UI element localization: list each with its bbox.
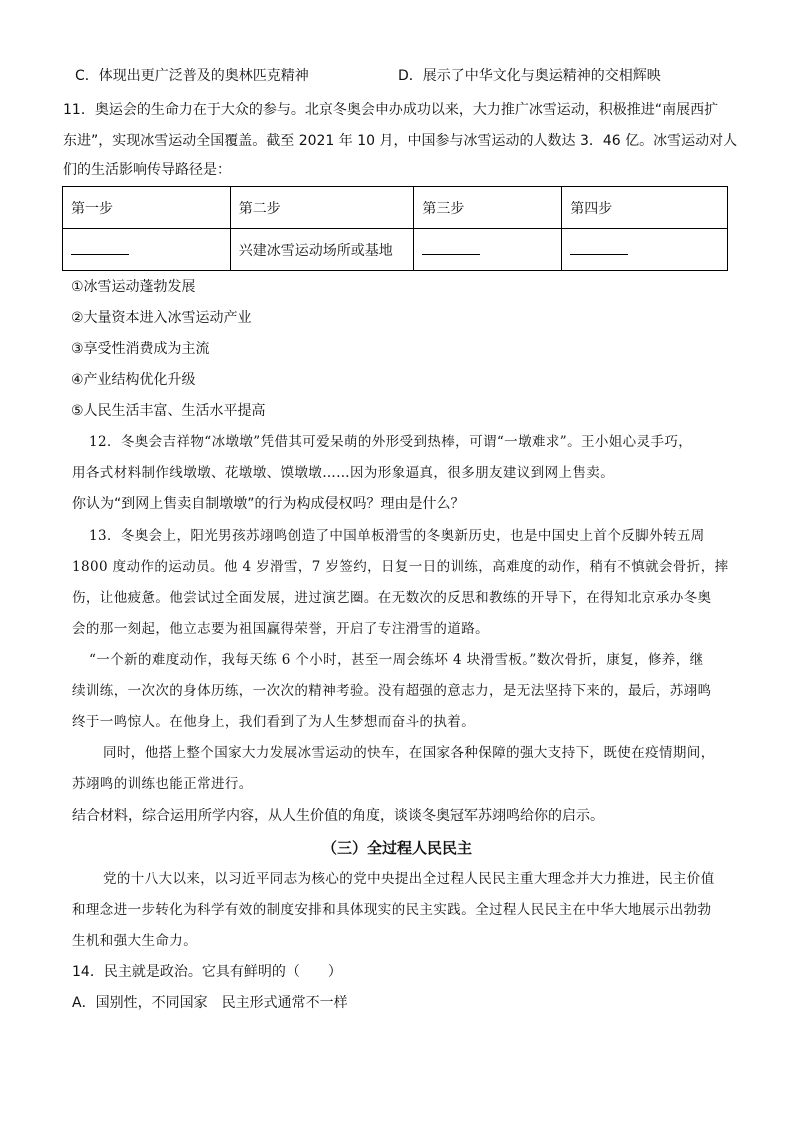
q13-para1-line-3: 伤，让他疲惫。他尝试过全面发展，进过演艺圈。在无数次的反思和教练的开导下，在得知北京承办冬奥	[72, 590, 712, 606]
q12-material-2: 用各式材料制作线墩墩、花墩墩、馍墩墩……因为形象逼真，很多朋友建议到网上售卖。	[72, 465, 615, 481]
q11-option-4: ④产业结构优化升级	[71, 372, 196, 388]
q11-line-1: 11．奥运会的生命力在于大众的参与。北京冬奥会申办成功以来，大力推广冰雪运动，积极推进“南展西扩	[63, 102, 719, 118]
q13-question: 结合材料，综合运用所学内容，从人生价值的角度，谈谈冬奥冠军苏翊鸣给你的启示。	[72, 808, 604, 824]
answer-blank-cell[interactable]	[414, 229, 562, 271]
table-header-row	[63, 187, 728, 229]
answer-blank-cell[interactable]	[63, 229, 231, 271]
q11-line-3: 们的生活影响传导路径是：	[63, 162, 231, 178]
section-title: （三）全过程人民民主	[321, 839, 472, 857]
option-d: D．展示了中华文化与奥运精神的交相辉映	[398, 68, 661, 84]
q13-para3-line-1: 同时，他搭上整个国家大力发展冰雪运动的快车，在国家各种保障的强大支持下，既使在疫情期间，	[103, 745, 715, 761]
q11-option-5: ⑤人民生活丰富、生活水平提高	[71, 403, 266, 419]
table-header-cell: 第二步	[230, 187, 414, 229]
section-intro-3: 生机和强大生命力。	[72, 933, 198, 949]
q11-option-2: ②大量资本进入冰雪运动产业	[71, 310, 252, 326]
section-intro-2: 和理念进一步转化为科学有效的制度安排和具体现实的民主实践。全过程人民民主在中华大地展示出勃勃	[72, 902, 712, 918]
q11-option-1: ①冰雪运动蓬勃发展	[71, 279, 196, 295]
q12-question: 你认为“到网上售卖自制墩墩”的行为构成侵权吗？理由是什么？	[72, 496, 465, 512]
table-row	[63, 229, 728, 271]
section-intro-1: 党的十八大以来，以习近平同志为核心的党中央提出全过程人民民主重大理念并大力推进，民主价值	[103, 871, 715, 887]
q14-stem: 14．民主就是政治。它具有鲜明的（ ）	[72, 964, 342, 980]
answer-blank-cell[interactable]	[562, 229, 728, 271]
q11-option-3: ③享受性消费成为主流	[71, 341, 210, 357]
table-header-cell: 第三步	[414, 187, 562, 229]
answer-blank[interactable]	[422, 244, 480, 255]
q13-para2-line-1: “一个新的难度动作，我每天练 6 个小时，甚至一周会练坏 4 块滑雪板。”数次骨折，康复，修养，继	[89, 652, 704, 668]
answer-blank[interactable]	[71, 244, 129, 255]
q13-para1-line-4: 会的那一刻起，他立志要为祖国赢得荣誉，开启了专注滑雪的道路。	[72, 621, 489, 637]
q12-material-1: 12．冬奥会吉祥物“冰墩墩”凭借其可爱呆萌的外形受到热棒，可谓“一墩难求”。王小姐心灵手巧，	[89, 434, 693, 450]
q13-para1-line-1: 13．冬奥会上，阳光男孩苏翊鸣创造了中国单板滑雪的冬奥新历史，也是中国史上首个反脚外转五周	[89, 528, 705, 544]
option-c: C．体现出更广泛普及的奥林匹克精神	[75, 68, 309, 84]
q13-para2-line-2: 续训练，一次次的身体历练，一次次的精神考验。没有超强的意志力，是无法坚持下来的，最后，苏翊鸣	[72, 683, 712, 699]
q13-para3-line-2: 苏翊鸣的训练也能正常进行。	[72, 776, 253, 792]
q13-para1-line-2: 1800 度动作的运动员。他 4 岁滑雪，7 岁签约，日复一日的训练，高难度的动作，稍有不慎就会骨折，摔	[72, 559, 729, 575]
q13-para2-line-3: 终于一鸣惊人。在他身上，我们看到了为人生梦想而奋斗的执着。	[72, 714, 476, 730]
table-header-cell: 第四步	[562, 187, 728, 229]
q14-option-a: A．国别性，不同国家 民主形式通常不一样	[72, 995, 348, 1011]
table-cell: 兴建冰雪运动场所或基地	[230, 229, 414, 271]
q11-line-2: 东进”，实现冰雪运动全国覆盖。截至 2021 年 10 月，中国参与冰雪运动的人数达 3．46 亿。冰雪运动对人	[63, 133, 738, 149]
answer-blank[interactable]	[570, 244, 628, 255]
q11-steps-table	[62, 186, 728, 271]
table-header-cell: 第一步	[63, 187, 231, 229]
